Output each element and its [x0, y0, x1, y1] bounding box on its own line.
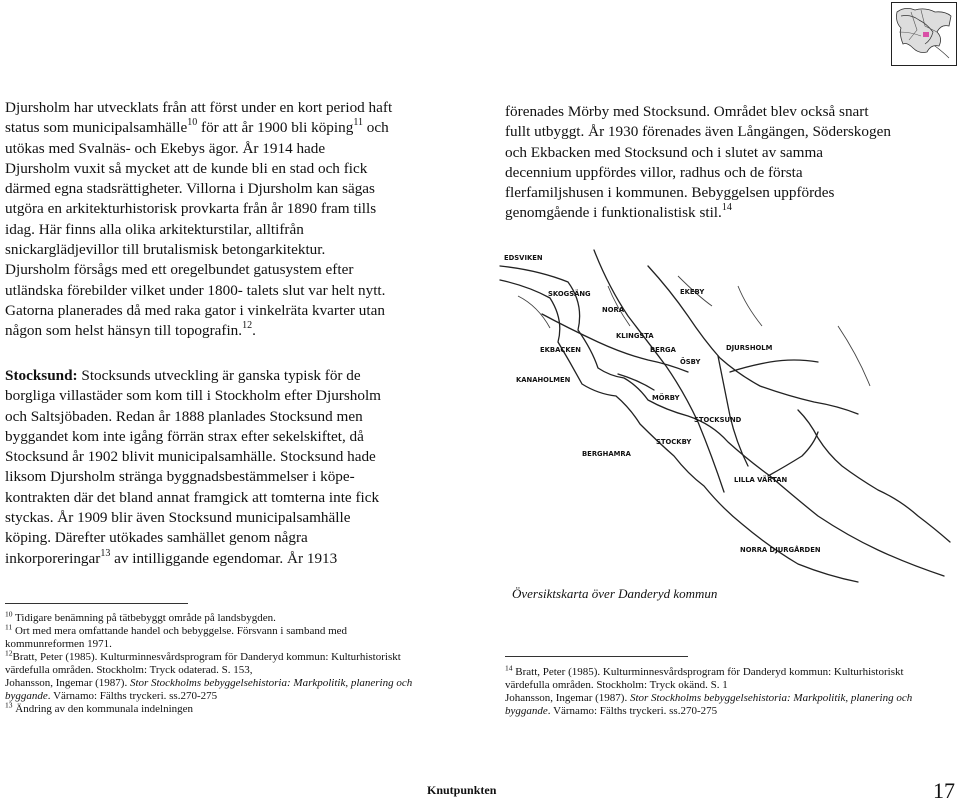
map-label-skogsang: SKOGSÄNG: [548, 290, 591, 298]
section-heading-stocksund: Stocksund:: [5, 367, 78, 384]
footnote-ref-14[interactable]: 14: [721, 202, 732, 214]
footer-publication-label: Knutpunkten: [427, 783, 497, 797]
paragraph-stocksund: Stocksund: Stocksunds utveckling är ganska typisk för de borgliga villastäder som kom till i Stockholm efter Djursholm och Saltsjöbaden. Redan år 1888 planlades Stocksund men byggandet kom inte igång förrän strax efter sekelskiftet, då Stocksund år 1902 blivit municipalsamhälle. Stocksund hade liksom Djursholm stränga byggnadsbestämmelser i köpe- kontrakten där det bland annat framgick att tomterna inte fick styckas. År 1909 blir även Stocksund municipalsamhälle köping. Därefter utökades samhället genom några inkorporeringar$^{13}$ av intilliggande egendomar. År 1913: [5, 367, 381, 567]
footnote-ref-10[interactable]: 10: [187, 117, 198, 129]
paragraph-djursholm: Djursholm har utvecklats från att först under en kort period haft status som municipalsamhälle$^{10}$ för att år 1900 bli köping$^{11}$ och utökas med Svalnäs- och Ekebys ägor. År 1914 hade Djursholm vuxit så mycket att de kunde bli en stad och fick därmed egna stadsrättigheter. Villorna i Djursholm kan sägas utgöra en arkitekturhistorisk provkarta från år 1890 fram tills idag. Här finns alla olika arkitekturstilar, alltifrån snickarglädjevillor till brutalismisk betongarkitektur. Djursholm försågs med ett oregelbundet gatusystem efter utländska förebilder vilket under 1800- talets slut var helt nytt. Gatorna planerades då med raka gator i vinkelräta kvarter utan någon som helst hänsyn till topografin.$^{12}$.: [5, 99, 393, 340]
page-number: 17: [933, 778, 955, 803]
footnote-divider-left: [5, 603, 188, 604]
paragraph-morby: förenades Mörby med Stocksund. Området blev också snart fullt utbyggt. År 1930 förenades även Långängen, Söderskogen och Ekbacken med Stocksund och i slutet av samma decennium uppfördes villor, radhus och de första flerfamiljshusen i kommunen. Bebyggelsen uppfördes genomgående i funktionalistisk stil.$^{14}$: [505, 103, 891, 222]
thumbnail-map-image: [891, 2, 957, 66]
map-caption: Översiktskarta över Danderyd kommun: [512, 586, 718, 601]
map-label-edsviken: EDSVIKEN: [504, 254, 543, 262]
footnote-ref-13[interactable]: 13: [100, 547, 111, 559]
map-label-stocksund: STOCKSUND: [694, 416, 742, 424]
map-label-morby: MÖRBY: [652, 394, 680, 402]
footnote-12: $^{12}$Bratt, Peter (1985). Kulturminnesvårdsprogram för Danderyd kommun: Kulturhistoriskt värdefulla områden. Stockholm: Tryck odaterad. S. 153, Johansson, Ingemar (1987). Stor Stockholms bebyggelsehistoria: Markpolitik, planering och byggande. Värnamo: Fälths tryckeri. ss.270-275: [5, 648, 413, 702]
footnote-ref-11[interactable]: 11: [353, 117, 363, 129]
map-label-ekeby: EKEBY: [680, 288, 705, 296]
map-label-berghamra: BERGHAMRA: [582, 450, 631, 458]
footnote-divider-right: [505, 656, 688, 657]
footnote-ref-12[interactable]: 12: [242, 320, 253, 332]
danderyd-overview-map: [498, 246, 957, 584]
map-label-ekbacken: EKBACKEN: [540, 346, 581, 354]
map-label-osby: ÖSBY: [680, 358, 701, 366]
footnote-11: $^{11}$ Ort med mera omfattande handel och bebyggelse. Försvann i samband med kommunreformen 1971.: [5, 622, 348, 650]
map-label-djursholm: DJURSHOLM: [726, 344, 773, 352]
footnotes-left: [5, 609, 485, 716]
map-label-berga: BERGA: [650, 346, 676, 354]
map-label-norra-djurgarden: NORRA DJURGÅRDEN: [740, 546, 821, 554]
map-label-lilla-vartan: LILLA VÄRTAN: [734, 476, 788, 484]
footnote-13: $^{13}$ Ändring av den kommunala indelningen: [5, 700, 194, 715]
map-label-nora: NORA: [602, 306, 624, 314]
lilla-vartan-shoreline: [798, 410, 950, 542]
map-label-klingsta: KLINGSTA: [616, 332, 654, 340]
footnote-14: $^{14}$ Bratt, Peter (1985). Kulturminnesvårdsprogram för Danderyd kommun: Kulturhistoriskt värdefulla områden. Stockholm: Tryck okänd. S. 1 Johansson, Ingemar (1987). Stor Stockholms bebyggelsehistoria: Markpolitik, planering och byggande. Värnamo: Fälths tryckeri. ss.270-275: [505, 663, 913, 717]
map-label-kanaholmen: KANAHOLMEN: [516, 376, 571, 384]
footnotes-right: [505, 663, 955, 718]
footnote-10: $^{10}$ Tidigare benämning på tätbebyggt område på landsbygden.: [5, 609, 276, 624]
map-label-stockby: STOCKBY: [656, 438, 692, 446]
